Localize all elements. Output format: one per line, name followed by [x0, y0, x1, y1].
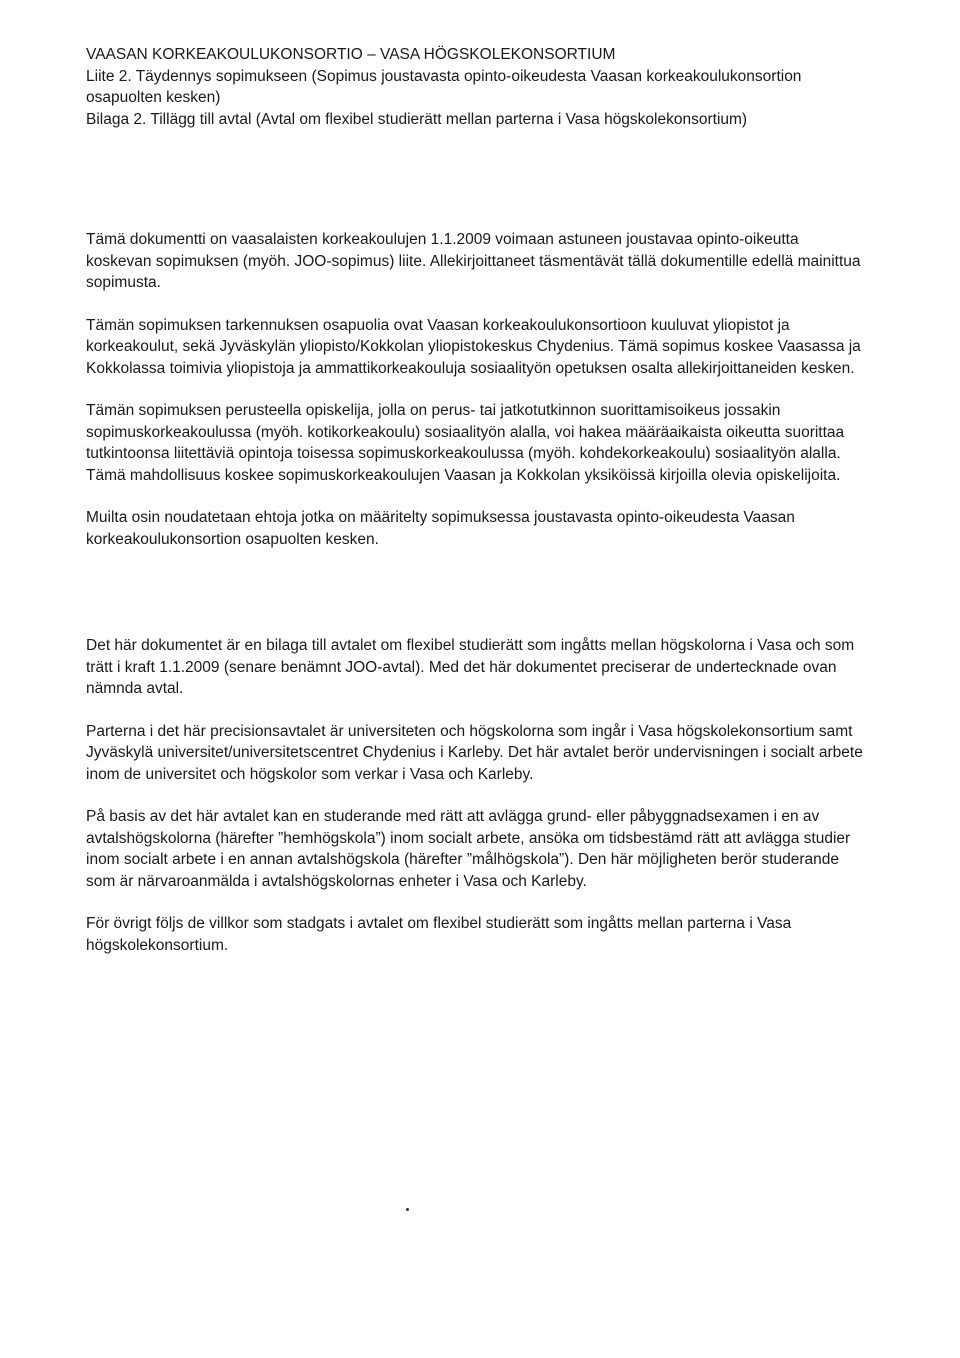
swedish-paragraph-2: Parterna i det här precisionsavtalet är universiteten och högskolorna som ingår i Vasa högskolekonsortium samt Jyväskylä universitet/universitetscentret Chydenius i Karleby. Det här avtalet berör undervisningen i socialt arbete inom de universitet och högskolor som verkar i Vasa och Karleby. [86, 722, 863, 783]
consortium-title: VAASAN KORKEAKOULUKONSORTIO – VASA HÖGSKOLEKONSORTIUM [86, 46, 616, 63]
swedish-paragraph-4: För övrigt följs de villkor som stadgats i avtalet om flexibel studierätt som ingåtts mellan parterna i Vasa högskolekonsortium. [86, 915, 792, 954]
swedish-section [86, 635, 866, 977]
scan-speck [406, 1208, 409, 1211]
swedish-paragraph-3: På basis av det här avtalet kan en studerande med rätt att avlägga grund- eller påbyggnadsexamen i en av avtalshögskolorna (härefter ”hemhögskola”) inom socialt arbete, ansöka om tidsbestämd rätt att avlägga studier inom socialt arbete i en annan avtalshögskola (härefter ”målhögskola”). Den här möjligheten berör studerande som är närvaroanmälda i avtalshögskolornas enheter i Vasa och Karleby. [86, 808, 851, 890]
finnish-paragraph-2: Tämän sopimuksen tarkennuksen osapuolia ovat Vaasan korkeakoulukonsortioon kuuluvat yliopistot ja korkeakoulut, sekä Jyväskylän yliopisto/Kokkolan yliopistokeskus Chydenius. Tämä sopimus koskee Vaasassa ja Kokkolassa toimivia yliopistoja ja ammattikorkeakouluja sosiaalityön opetuksen osalta allekirjoittaneiden kesken. [86, 316, 861, 377]
document-header [86, 44, 886, 130]
finnish-appendix-title: Liite 2. Täydennys sopimukseen (Sopimus joustavasta opinto-oikeudesta Vaasan korkeakoulukonsortion [86, 67, 802, 85]
finnish-appendix-title-continued: osapuolten kesken) [86, 89, 221, 106]
finnish-paragraph-4: Muilta osin noudatetaan ehtoja jotka on määritelty sopimuksessa joustavasta opinto-oikeudesta Vaasan korkeakoulukonsortion osapuolten kesken. [86, 509, 795, 548]
swedish-appendix-title: Bilaga 2. Tillägg till avtal (Avtal om flexibel studierätt mellan parterna i Vasa högskolekonsortium) [86, 110, 748, 128]
finnish-paragraph-1: Tämä dokumentti on vaasalaisten korkeakoulujen 1.1.2009 voimaan astuneen joustavaa opinto-oikeutta koskevan sopimuksen (myöh. JOO-sopimus) liite. Allekirjoittaneet täsmentävät tällä dokumentille edellä mainittua sopimusta. [86, 231, 861, 291]
swedish-paragraph-1: Det här dokumentet är en bilaga till avtalet om flexibel studierätt som ingåtts mellan högskolorna i Vasa och som trätt i kraft 1.1.2009 (senare benämnt JOO-avtal). Med det här dokumentet preciserar de undertecknade ovan nämnda avtal. [86, 637, 855, 697]
finnish-paragraph-3: Tämän sopimuksen perusteella opiskelija, jolla on perus- tai jatkotutkinnon suorittamisoikeus jossakin sopimuskorkeakoulussa (myöh. kotikorkeakoulu) sosiaalityön alalla, voi hakea määräaikaista oikeutta suorittaa tutkintoonsa liitettäviä opintoja toisessa sopimuskorkeakoulussa (myöh. kohdekorkeakoulu) sosiaalityön alalla. Tämä mahdollisuus koskee sopimuskorkeakoulujen Vaasan ja Kokkolan yksiköissä kirjoilla olevia opiskelijoita. [86, 402, 845, 484]
finnish-section [86, 229, 866, 571]
